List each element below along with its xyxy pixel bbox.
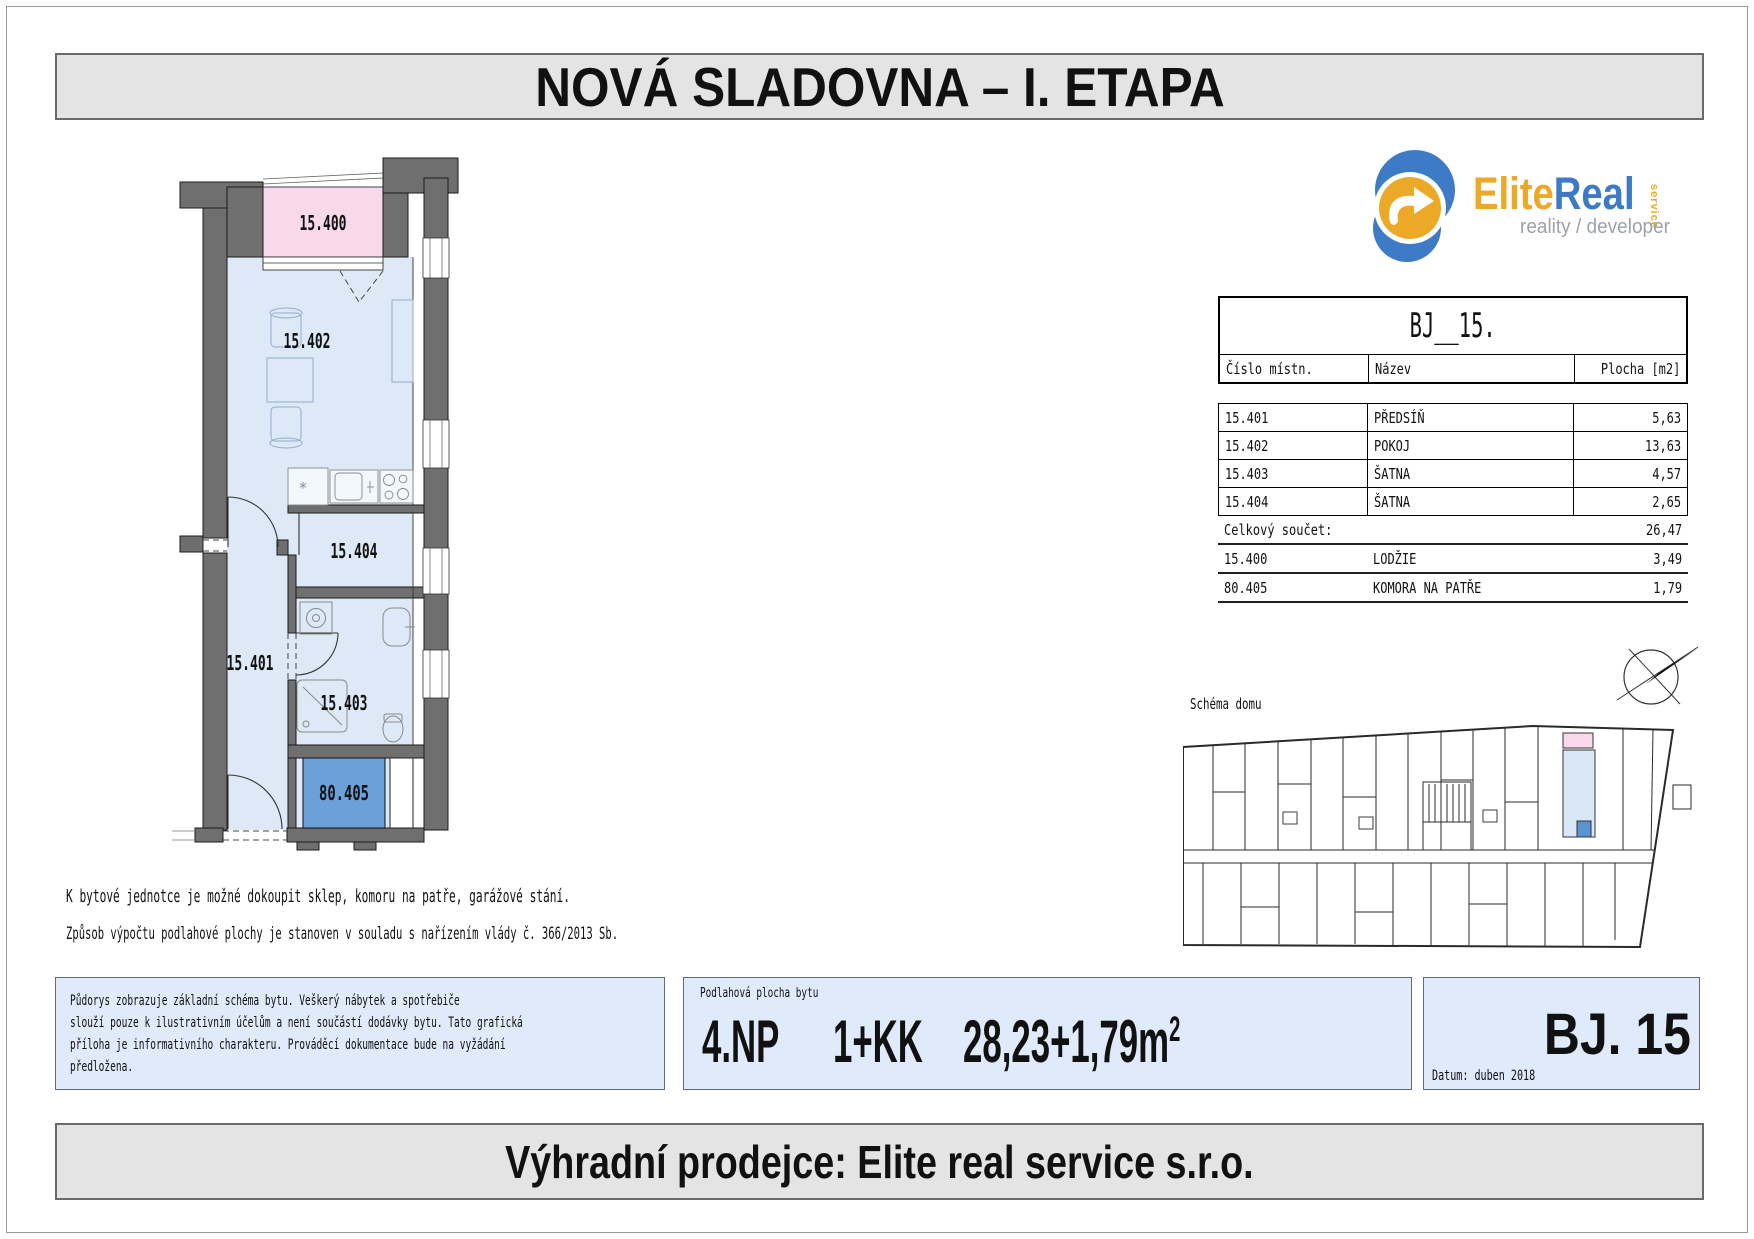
table-total-row	[1218, 516, 1688, 543]
table-extra-row: 15.400 LODŽIE 3,49	[1224, 549, 1682, 568]
summary-box	[683, 977, 1412, 1090]
logo-real: Real	[1553, 168, 1635, 219]
label-satna-horni: 15.404	[330, 539, 378, 563]
floor-plan	[172, 150, 472, 860]
label-koupelna: 15.403	[320, 691, 368, 715]
page-title: NOVÁ SLADOVNA – I. ETAPA	[534, 55, 1225, 118]
table-row: 15.403 ŠATNA 4,57	[1219, 459, 1687, 487]
col-room: Číslo místn.	[1226, 359, 1313, 378]
note-line-2: Způsob výpočtu podlahové plochy je stanoven v souladu s nařízením vlády č. 366/2013 Sb.	[66, 924, 619, 944]
table-rows	[1218, 403, 1688, 516]
unit-number: BJ. 15	[1544, 1002, 1691, 1067]
summary-disposition: 1+KK	[833, 1008, 923, 1075]
col-area: Plocha [m2]	[1600, 359, 1680, 378]
table-extra-row: 80.405 KOMORA NA PATŘE 1,79	[1224, 578, 1682, 597]
unit-id-header: BJ__15.	[1410, 306, 1496, 346]
footer-text: Výhradní prodejce: Elite real service s.r.o.	[505, 1135, 1254, 1188]
label-pokoj: 15.402	[283, 329, 331, 353]
logo-service: service	[1648, 184, 1660, 229]
dishwasher-symbol: *	[298, 479, 308, 497]
disclaimer-line: příloha je informativního charakteru. Prováděcí dokumentace bude na vyžádání	[70, 1037, 506, 1053]
label-lodzie: 15.400	[299, 211, 347, 235]
label-komora: 80.405	[319, 781, 369, 805]
footer-bar	[55, 1123, 1704, 1200]
unit-table	[1218, 296, 1688, 603]
elitereal-logo-text	[1473, 168, 1663, 220]
summary-floor: 4.NP	[702, 1008, 780, 1075]
logo-tagline: reality / developer	[1520, 216, 1670, 238]
summary-area: $28,23+1,79m^2$	[963, 1008, 1181, 1075]
table-row: 15.401 PŘEDSÍŇ 5,63	[1219, 404, 1687, 431]
building-schema	[1183, 722, 1703, 952]
disclaimer-line: slouží pouze k ilustrativním účelům a není součástí dodávky bytu. Tato grafická	[70, 1015, 523, 1031]
table-row: 15.404 ŠATNA 2,65	[1219, 487, 1687, 515]
label-predsin: 15.401	[226, 651, 274, 675]
balcony-window	[263, 257, 383, 270]
total-area: 26,47	[1645, 520, 1682, 539]
disclaimer-box	[55, 977, 665, 1090]
compass-icon	[1612, 638, 1712, 716]
summary-label: Podlahová plocha bytu	[700, 986, 819, 1001]
table-row: 15.402 POKOJ 13,63	[1219, 431, 1687, 459]
elitereal-logo-icon	[1360, 150, 1465, 265]
disclaimer-line: Půdorys zobrazuje základní schéma bytu. Veškerý nábytek a spotřebiče	[70, 993, 460, 1009]
disclaimer-line: předložena.	[70, 1059, 134, 1075]
shaft	[390, 758, 413, 828]
date-label: Datum: duben 2018	[1432, 1068, 1536, 1084]
total-label: Celkový součet:	[1224, 520, 1333, 539]
unit-badge-box	[1423, 977, 1700, 1090]
col-name: Název	[1375, 359, 1412, 378]
note-line-1: K bytové jednotce je možné dokoupit sklep, komoru na patře, garážové stání.	[66, 886, 570, 907]
schema-label: Schéma domu	[1190, 695, 1262, 713]
title-bar	[55, 53, 1704, 120]
table-column-headers	[1220, 354, 1686, 382]
logo-elite: Elite	[1473, 168, 1554, 219]
